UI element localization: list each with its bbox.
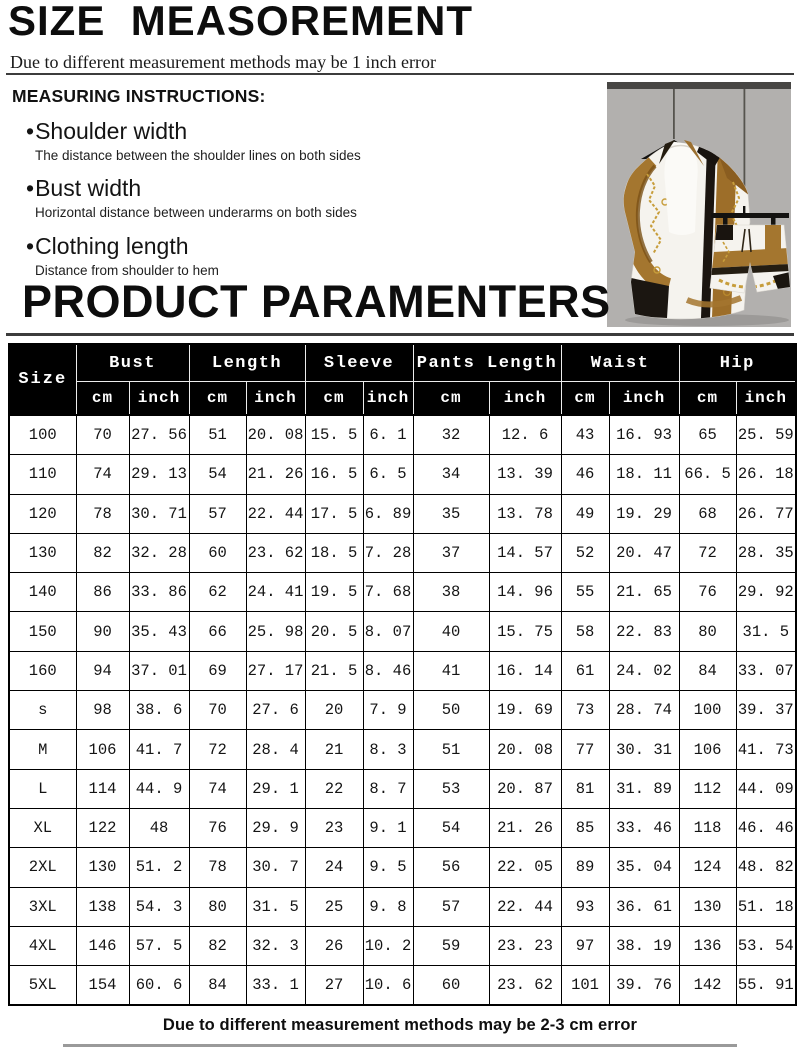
- measurement-cell: 19. 5: [305, 573, 363, 612]
- measurement-cell: 154: [76, 966, 129, 1006]
- unit-header-row: [9, 382, 796, 416]
- page-title: SIZE MEASOREMENT: [8, 0, 474, 44]
- measurement-cell: 49: [561, 494, 609, 533]
- instruction-description: The distance between the shoulder lines on both sides: [35, 147, 361, 163]
- measurement-cell: 20. 08: [489, 730, 561, 769]
- measurement-cell: 7. 9: [363, 691, 413, 730]
- measurement-cell: 23. 62: [489, 966, 561, 1006]
- measurement-cell: 9. 1: [363, 808, 413, 847]
- measurement-cell: 21. 26: [489, 808, 561, 847]
- measurement-cell: 46. 46: [736, 808, 796, 847]
- size-cell: 150: [9, 612, 76, 651]
- measurement-cell: 9. 8: [363, 887, 413, 926]
- measurement-cell: 136: [679, 926, 736, 965]
- measurement-cell: 100: [679, 691, 736, 730]
- measurement-cell: 20. 87: [489, 769, 561, 808]
- size-cell: 2XL: [9, 848, 76, 887]
- table-row: [9, 651, 796, 690]
- measurement-cell: 86: [76, 573, 129, 612]
- measurement-cell: 39. 37: [736, 691, 796, 730]
- instruction-clothing-length: [12, 233, 597, 279]
- measurement-cell: 81: [561, 769, 609, 808]
- size-cell: 3XL: [9, 887, 76, 926]
- size-cell: 110: [9, 455, 76, 494]
- table-row: [9, 966, 796, 1006]
- measurement-cell: 20: [305, 691, 363, 730]
- measurement-cell: 66: [189, 612, 246, 651]
- measurement-cell: 38: [413, 573, 489, 612]
- measurement-cell: 76: [189, 808, 246, 847]
- measurement-cell: 84: [189, 966, 246, 1006]
- measurement-cell: 93: [561, 887, 609, 926]
- size-cell: L: [9, 769, 76, 808]
- measurement-cell: 33. 1: [246, 966, 305, 1006]
- table-row: [9, 494, 796, 533]
- measurement-cell: 23: [305, 808, 363, 847]
- measurement-cell: 31. 5: [246, 887, 305, 926]
- measurement-cell: 37: [413, 533, 489, 572]
- measurement-cell: 65: [679, 415, 736, 455]
- instruction-term: [26, 118, 597, 146]
- measurement-cell: 23. 62: [246, 533, 305, 572]
- measurement-cell: 97: [561, 926, 609, 965]
- measurement-cell: 78: [189, 848, 246, 887]
- measurement-cell: 16. 14: [489, 651, 561, 690]
- unit-header: inch: [489, 382, 561, 416]
- measurement-cell: 30. 7: [246, 848, 305, 887]
- measurement-cell: 51. 2: [129, 848, 189, 887]
- measurement-cell: 48. 82: [736, 848, 796, 887]
- hanger-rod-left: [673, 89, 675, 139]
- measurement-cell: 28. 74: [609, 691, 679, 730]
- measurement-cell: 35. 43: [129, 612, 189, 651]
- group-header-waist: Waist: [561, 344, 679, 382]
- table-row: [9, 691, 796, 730]
- measurement-cell: 33. 46: [609, 808, 679, 847]
- measurement-cell: 32. 3: [246, 926, 305, 965]
- measurement-cell: 15. 5: [305, 415, 363, 455]
- measurement-cell: 20. 47: [609, 533, 679, 572]
- measurement-cell: 89: [561, 848, 609, 887]
- measurement-cell: 30. 31: [609, 730, 679, 769]
- measurement-cell: 31. 89: [609, 769, 679, 808]
- instruction-term-label: Bust width: [35, 175, 142, 202]
- group-header-length: Length: [189, 344, 305, 382]
- measurement-cell: 21. 65: [609, 573, 679, 612]
- unit-header: inch: [609, 382, 679, 416]
- product-photo-graphic: [607, 82, 791, 327]
- measurement-cell: 76: [679, 573, 736, 612]
- section-title: PRODUCT PARAMENTERS: [22, 276, 611, 327]
- measurement-cell: 43: [561, 415, 609, 455]
- measurement-cell: 26. 18: [736, 455, 796, 494]
- unit-header: inch: [246, 382, 305, 416]
- group-header-hip: Hip: [679, 344, 796, 382]
- unit-header: inch: [363, 382, 413, 416]
- measurement-cell: 60: [413, 966, 489, 1006]
- measurement-cell: 8. 7: [363, 769, 413, 808]
- unit-header: cm: [189, 382, 246, 416]
- measurement-cell: 13. 39: [489, 455, 561, 494]
- measurement-cell: 6. 89: [363, 494, 413, 533]
- measurement-cell: 15. 75: [489, 612, 561, 651]
- measurement-cell: 55. 91: [736, 966, 796, 1006]
- measurement-cell: 27. 6: [246, 691, 305, 730]
- measurement-cell: 21: [305, 730, 363, 769]
- measurement-cell: 8. 07: [363, 612, 413, 651]
- measurement-cell: 10. 6: [363, 966, 413, 1006]
- measurement-cell: 19. 29: [609, 494, 679, 533]
- measurement-cell: 61: [561, 651, 609, 690]
- measurement-cell: 6. 1: [363, 415, 413, 455]
- measurement-cell: 138: [76, 887, 129, 926]
- measurement-cell: 26. 77: [736, 494, 796, 533]
- measurement-cell: 16. 5: [305, 455, 363, 494]
- measurement-cell: 62: [189, 573, 246, 612]
- measurement-cell: 44. 9: [129, 769, 189, 808]
- measurement-cell: 48: [129, 808, 189, 847]
- measurement-cell: 24. 41: [246, 573, 305, 612]
- unit-header: cm: [679, 382, 736, 416]
- measurement-cell: 18. 5: [305, 533, 363, 572]
- table-row: [9, 533, 796, 572]
- measurement-cell: 32: [413, 415, 489, 455]
- measurement-cell: 22. 83: [609, 612, 679, 651]
- measurement-cell: 39. 76: [609, 966, 679, 1006]
- measurement-cell: 101: [561, 966, 609, 1006]
- measurement-cell: 41. 73: [736, 730, 796, 769]
- size-cell: M: [9, 730, 76, 769]
- measurement-cell: 29. 9: [246, 808, 305, 847]
- table-row: [9, 730, 796, 769]
- measurement-cell: 22: [305, 769, 363, 808]
- measurement-cell: 78: [76, 494, 129, 533]
- measurement-cell: 22. 44: [489, 887, 561, 926]
- measurement-cell: 17. 5: [305, 494, 363, 533]
- measurement-cell: 33. 07: [736, 651, 796, 690]
- measurement-cell: 53. 54: [736, 926, 796, 965]
- measurement-cell: 94: [76, 651, 129, 690]
- size-cell: 5XL: [9, 966, 76, 1006]
- footer-divider: [63, 1044, 737, 1047]
- group-header-bust: Bust: [76, 344, 189, 382]
- measurement-cell: 20. 5: [305, 612, 363, 651]
- measurement-cell: 44. 09: [736, 769, 796, 808]
- measurement-cell: 29. 92: [736, 573, 796, 612]
- measurement-cell: 40: [413, 612, 489, 651]
- instructions-heading: MEASURING INSTRUCTIONS:: [12, 86, 266, 106]
- group-header-row: [9, 344, 796, 382]
- table-row: [9, 808, 796, 847]
- unit-header: cm: [76, 382, 129, 416]
- measurement-cell: 130: [76, 848, 129, 887]
- measurement-cell: 36. 61: [609, 887, 679, 926]
- measurement-cell: 25. 98: [246, 612, 305, 651]
- unit-header: inch: [736, 382, 796, 416]
- measurement-cell: 57: [189, 494, 246, 533]
- measurement-cell: 70: [76, 415, 129, 455]
- measurement-cell: 24: [305, 848, 363, 887]
- measurement-cell: 35. 04: [609, 848, 679, 887]
- measurement-cell: 8. 46: [363, 651, 413, 690]
- header-divider: [6, 73, 794, 75]
- measurement-cell: 59: [413, 926, 489, 965]
- unit-header: cm: [413, 382, 489, 416]
- measurement-cell: 56: [413, 848, 489, 887]
- measurement-cell: 7. 28: [363, 533, 413, 572]
- measurement-cell: 32. 28: [129, 533, 189, 572]
- measurement-cell: 60: [189, 533, 246, 572]
- table-row: [9, 612, 796, 651]
- instruction-term-label: Clothing length: [35, 232, 189, 259]
- size-cell: 120: [9, 494, 76, 533]
- measurement-cell: 54. 3: [129, 887, 189, 926]
- measurement-cell: 51: [413, 730, 489, 769]
- table-row: [9, 848, 796, 887]
- measurement-cell: 23. 23: [489, 926, 561, 965]
- size-cell: 160: [9, 651, 76, 690]
- size-table: [8, 343, 797, 1006]
- measurement-cell: 68: [679, 494, 736, 533]
- measurement-cell: 118: [679, 808, 736, 847]
- measurement-cell: 124: [679, 848, 736, 887]
- size-cell: s: [9, 691, 76, 730]
- measurement-cell: 27: [305, 966, 363, 1006]
- instruction-shoulder-width: [12, 118, 597, 164]
- measurement-cell: 80: [189, 887, 246, 926]
- size-cell: 140: [9, 573, 76, 612]
- size-column-header: Size: [9, 344, 76, 415]
- unit-header: cm: [305, 382, 363, 416]
- measurement-cell: 122: [76, 808, 129, 847]
- measurement-cell: 8. 3: [363, 730, 413, 769]
- tolerance-note-inch: Due to different measurement methods may be 1 inch error: [10, 52, 437, 72]
- measurement-cell: 9. 5: [363, 848, 413, 887]
- measurement-cell: 57: [413, 887, 489, 926]
- measurement-cell: 77: [561, 730, 609, 769]
- size-table-header: [9, 344, 796, 415]
- measurement-cell: 21. 5: [305, 651, 363, 690]
- measurement-cell: 28. 35: [736, 533, 796, 572]
- product-photo: [607, 82, 791, 327]
- measurement-cell: 34: [413, 455, 489, 494]
- table-row: [9, 769, 796, 808]
- bullet-icon: •: [26, 232, 35, 259]
- measurement-cell: 38. 6: [129, 691, 189, 730]
- size-cell: 4XL: [9, 926, 76, 965]
- instruction-description: Distance from shoulder to hem: [35, 262, 219, 278]
- measurement-cell: 90: [76, 612, 129, 651]
- measurement-cell: 29. 13: [129, 455, 189, 494]
- measurement-cell: 41: [413, 651, 489, 690]
- measurement-cell: 54: [413, 808, 489, 847]
- instruction-bust-width: [12, 175, 597, 221]
- measurement-cell: 12. 6: [489, 415, 561, 455]
- measurement-cell: 82: [76, 533, 129, 572]
- measurement-cell: 85: [561, 808, 609, 847]
- unit-header: inch: [129, 382, 189, 416]
- measurement-cell: 26: [305, 926, 363, 965]
- measurement-cell: 13. 78: [489, 494, 561, 533]
- measurement-cell: 41. 7: [129, 730, 189, 769]
- measurement-cell: 14. 96: [489, 573, 561, 612]
- measurement-cell: 28. 4: [246, 730, 305, 769]
- measurement-cell: 7. 68: [363, 573, 413, 612]
- table-row: [9, 887, 796, 926]
- measurement-cell: 146: [76, 926, 129, 965]
- measurement-cell: 46: [561, 455, 609, 494]
- table-row: [9, 926, 796, 965]
- measurement-cell: 114: [76, 769, 129, 808]
- measurement-cell: 24. 02: [609, 651, 679, 690]
- measurement-cell: 27. 17: [246, 651, 305, 690]
- measurement-cell: 142: [679, 966, 736, 1006]
- measurement-cell: 66. 5: [679, 455, 736, 494]
- measuring-instructions: [12, 86, 597, 279]
- size-cell: 100: [9, 415, 76, 455]
- measurement-cell: 50: [413, 691, 489, 730]
- measurement-cell: 37. 01: [129, 651, 189, 690]
- measurement-cell: 38. 19: [609, 926, 679, 965]
- table-row: [9, 455, 796, 494]
- measurement-cell: 58: [561, 612, 609, 651]
- measurement-cell: 25: [305, 887, 363, 926]
- measurement-cell: 130: [679, 887, 736, 926]
- bullet-icon: •: [26, 118, 35, 144]
- measurement-cell: 70: [189, 691, 246, 730]
- measurement-cell: 22. 05: [489, 848, 561, 887]
- measurement-cell: 10. 2: [363, 926, 413, 965]
- bullet-icon: •: [26, 175, 35, 202]
- measurement-cell: 72: [189, 730, 246, 769]
- group-header-pants-length: Pants Length: [413, 344, 561, 382]
- measurement-cell: 18. 11: [609, 455, 679, 494]
- measurement-cell: 20. 08: [246, 415, 305, 455]
- measurement-cell: 73: [561, 691, 609, 730]
- table-row: [9, 415, 796, 455]
- measurement-cell: 55: [561, 573, 609, 612]
- measurement-cell: 31. 5: [736, 612, 796, 651]
- measurement-cell: 74: [76, 455, 129, 494]
- unit-header: cm: [561, 382, 609, 416]
- measurement-cell: 19. 69: [489, 691, 561, 730]
- instruction-term: [26, 233, 597, 261]
- measurement-cell: 80: [679, 612, 736, 651]
- measurement-cell: 6. 5: [363, 455, 413, 494]
- tolerance-note-cm: Due to different measurement methods may be 2-3 cm error: [162, 1016, 638, 1034]
- group-header-sleeve: Sleeve: [305, 344, 413, 382]
- measurement-cell: 98: [76, 691, 129, 730]
- measurement-cell: 69: [189, 651, 246, 690]
- measurement-cell: 14. 57: [489, 533, 561, 572]
- table-row: [9, 573, 796, 612]
- measurement-cell: 112: [679, 769, 736, 808]
- measurement-cell: 74: [189, 769, 246, 808]
- measurement-cell: 72: [679, 533, 736, 572]
- measurement-cell: 30. 71: [129, 494, 189, 533]
- measurement-cell: 54: [189, 455, 246, 494]
- measurement-cell: 22. 44: [246, 494, 305, 533]
- measurement-cell: 51. 18: [736, 887, 796, 926]
- measurement-cell: 25. 59: [736, 415, 796, 455]
- measurement-cell: 35: [413, 494, 489, 533]
- measurement-cell: 106: [76, 730, 129, 769]
- measurement-cell: 60. 6: [129, 966, 189, 1006]
- measurement-cell: 106: [679, 730, 736, 769]
- measurement-cell: 52: [561, 533, 609, 572]
- measurement-cell: 16. 93: [609, 415, 679, 455]
- measurement-cell: 33. 86: [129, 573, 189, 612]
- size-table-body: [9, 415, 796, 1005]
- size-cell: XL: [9, 808, 76, 847]
- measurement-cell: 84: [679, 651, 736, 690]
- measurement-cell: 82: [189, 926, 246, 965]
- instruction-description: Horizontal distance between underarms on both sides: [35, 205, 357, 221]
- instruction-term: [26, 175, 597, 203]
- size-cell: 130: [9, 533, 76, 572]
- measurement-cell: 57. 5: [129, 926, 189, 965]
- measurement-cell: 21. 26: [246, 455, 305, 494]
- measurement-cell: 51: [189, 415, 246, 455]
- instruction-term-label: Shoulder width: [35, 118, 188, 144]
- section-divider: [6, 333, 794, 336]
- measurement-cell: 53: [413, 769, 489, 808]
- measurement-cell: 27. 56: [129, 415, 189, 455]
- measurement-cell: 29. 1: [246, 769, 305, 808]
